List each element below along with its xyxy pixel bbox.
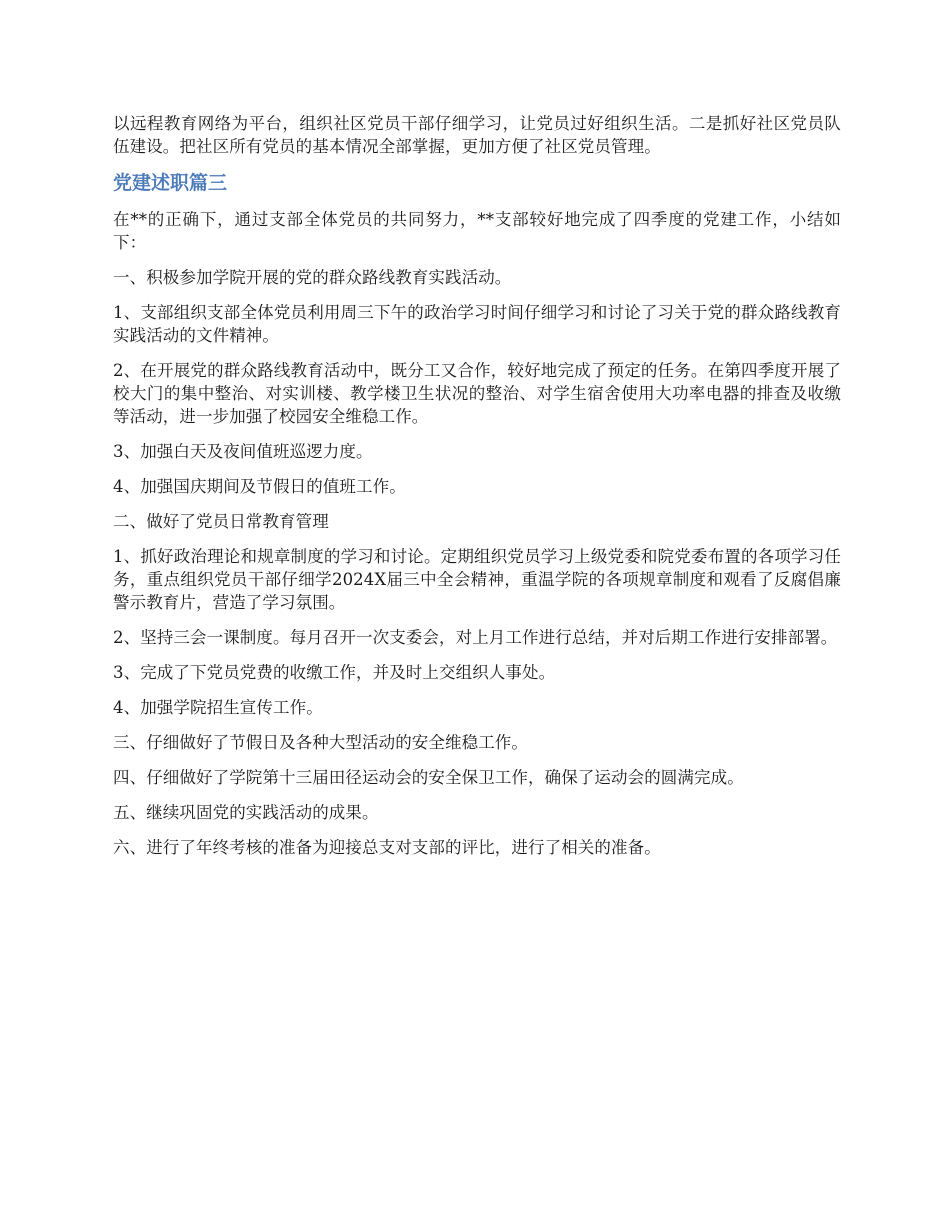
paragraph-section-6: 六、进行了年终考核的准备为迎接总支对支部的评比，进行了相关的准备。 bbox=[113, 838, 661, 857]
paragraph-2-1: 1、抓好政治理论和规章制度的学习和讨论。定期组织党员学习上级党委和院党委布置的各项学习任务，重点组织党员干部仔细学2024X届三中全会精神，重温学院的各项规章制度和观看了反腐倡廉警示教育片，营造了学习氛围。 bbox=[113, 547, 841, 612]
section-heading: 党建述职篇三 bbox=[113, 172, 228, 194]
paragraph-section-2: 二、做好了党员日常教育管理 bbox=[113, 512, 329, 531]
paragraph-1-3: 3、加强白天及夜间值班巡逻力度。 bbox=[113, 442, 373, 461]
document-page bbox=[113, 112, 841, 871]
paragraph-1-2: 2、在开展党的群众路线教育活动中，既分工又合作，较好地完成了预定的任务。在第四季度开展了校大门的集中整治、对实训楼、教学楼卫生状况的整治、对学生宿舍使用大功率电器的排查及收缴等活动，进一步加强了校园安全维稳工作。 bbox=[113, 361, 841, 426]
paragraph-2-4: 4、加强学院招生宣传工作。 bbox=[113, 698, 323, 717]
paragraph-summary: 在**的正确下，通过支部全体党员的共同努力，**支部较好地完成了四季度的党建工作，小结如下： bbox=[113, 210, 841, 252]
intro-paragraph: 以远程教育网络为平台，组织社区党员干部仔细学习，让党员过好组织生活。二是抓好社区党员队伍建设。把社区所有党员的基本情况全部掌握，更加方便了社区党员管理。 bbox=[113, 114, 841, 156]
paragraph-section-3: 三、仔细做好了节假日及各种大型活动的安全维稳工作。 bbox=[113, 733, 528, 752]
paragraph-2-3: 3、完成了下党员党费的收缴工作，并及时上交组织人事处。 bbox=[113, 663, 556, 682]
paragraph-1-4: 4、加强国庆期间及节假日的值班工作。 bbox=[113, 477, 406, 496]
paragraph-section-1: 一、积极参加学院开展的党的群众路线教育实践活动。 bbox=[113, 268, 512, 287]
paragraph-section-5: 五、继续巩固党的实践活动的成果。 bbox=[113, 803, 379, 822]
paragraph-2-2: 2、坚持三会一课制度。每月召开一次支委会，对上月工作进行总结，并对后期工作进行安排部署。 bbox=[113, 628, 838, 647]
paragraph-section-4: 四、仔细做好了学院第十三届田径运动会的安全保卫工作，确保了运动会的圆满完成。 bbox=[113, 768, 744, 787]
paragraph-1-1: 1、支部组织支部全体党员利用周三下午的政治学习时间仔细学习和讨论了习关于党的群众路线教育实践活动的文件精神。 bbox=[113, 303, 841, 345]
